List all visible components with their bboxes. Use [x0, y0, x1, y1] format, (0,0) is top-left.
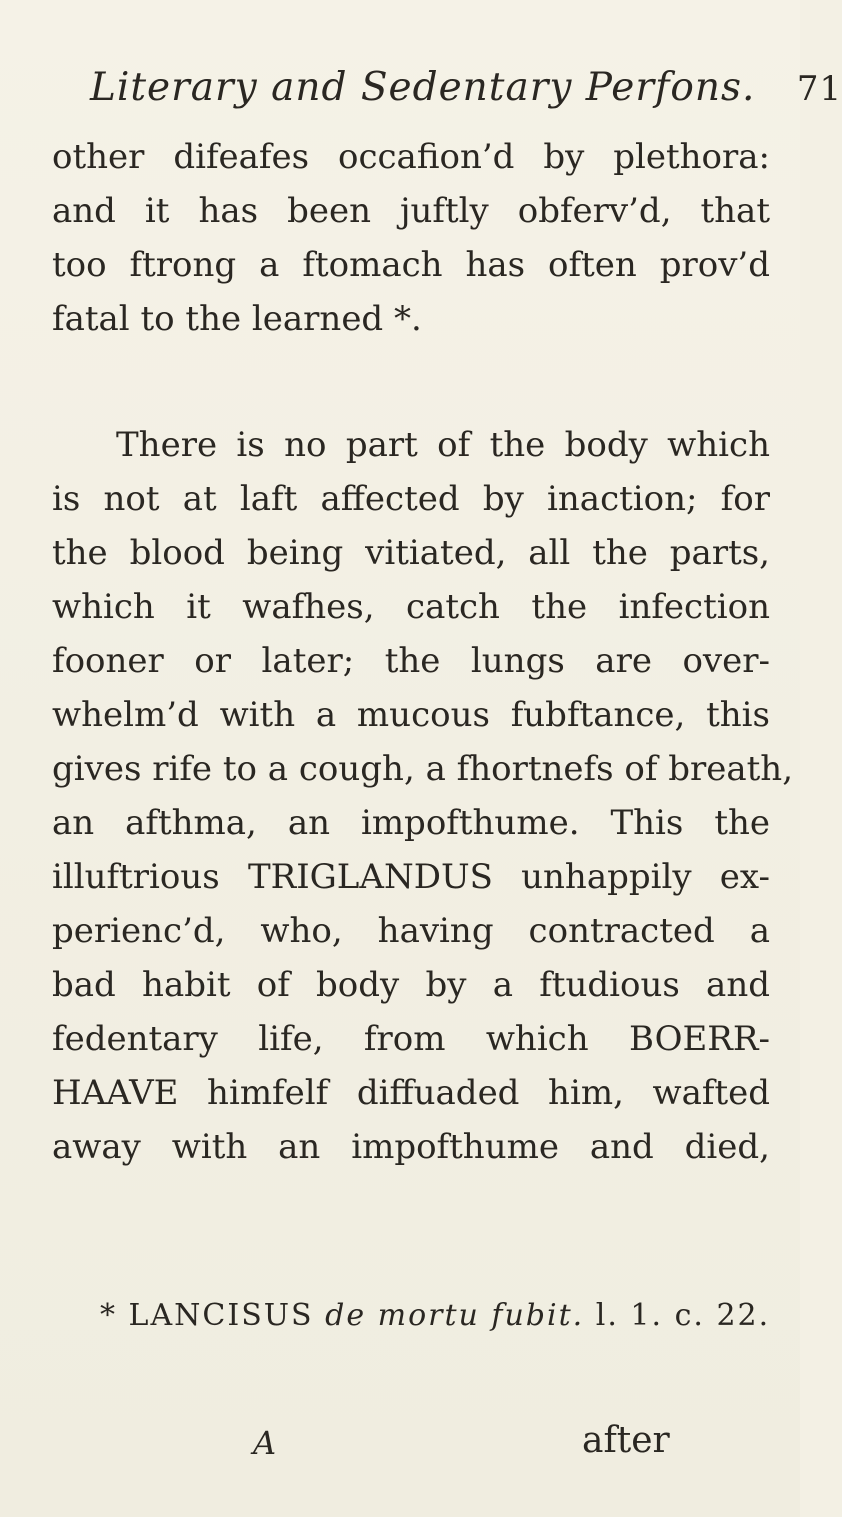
text-line-8: which it wafhes, catch the infection [52, 587, 770, 627]
page-number: 71 [796, 69, 842, 109]
catchword: after [582, 1420, 670, 1461]
text-line-5: There is no part of the body which [116, 425, 770, 465]
text-line-18: away with an impofthume and died, [52, 1127, 770, 1167]
text-line-2: and it has been juftly obferv’d, that [52, 191, 770, 231]
text-line-10: whelm’d with a mucous fubftance, this [52, 695, 770, 735]
footnote-marker: * [100, 1298, 117, 1333]
text-line-14: perienc’d, who, having contracted a [52, 911, 770, 951]
text-line-17: HAAVE himfelf diffuaded him, wafted [52, 1073, 770, 1113]
text-line-1: other difeafes occafion’d by plethora: [52, 137, 770, 177]
text-line-9: fooner or later; the lungs are over- [52, 641, 770, 681]
text-line-3: too ftrong a ftomach has often prov’d [52, 245, 770, 285]
running-head [90, 65, 842, 110]
text-line-7: the blood being vitiated, all the parts, [52, 533, 770, 573]
text-line-4: fatal to the learned *. [52, 299, 422, 339]
text-line-11: gives rife to a cough, a fhortnefs of breath, [52, 749, 794, 789]
text-line-12: an afthma, an impofthume. This the [52, 803, 770, 843]
text-line-15: bad habit of body by a ftudious and [52, 965, 770, 1005]
footnote-author: LANCISUS [128, 1298, 314, 1333]
footnote [100, 1298, 770, 1333]
footnote-reference: l. 1. c. 22. [595, 1298, 771, 1333]
signature-mark: A [253, 1424, 277, 1462]
footnote-work: de mortu fubit. [325, 1298, 585, 1333]
running-head-title: Literary and Sedentary Perfons. [90, 65, 756, 110]
text-line-13: illuftrious TRIGLANDUS unhappily ex- [52, 857, 770, 897]
text-line-16: fedentary life, from which BOERR- [52, 1019, 770, 1059]
text-line-6: is not at laft affected by inaction; for [52, 479, 770, 519]
